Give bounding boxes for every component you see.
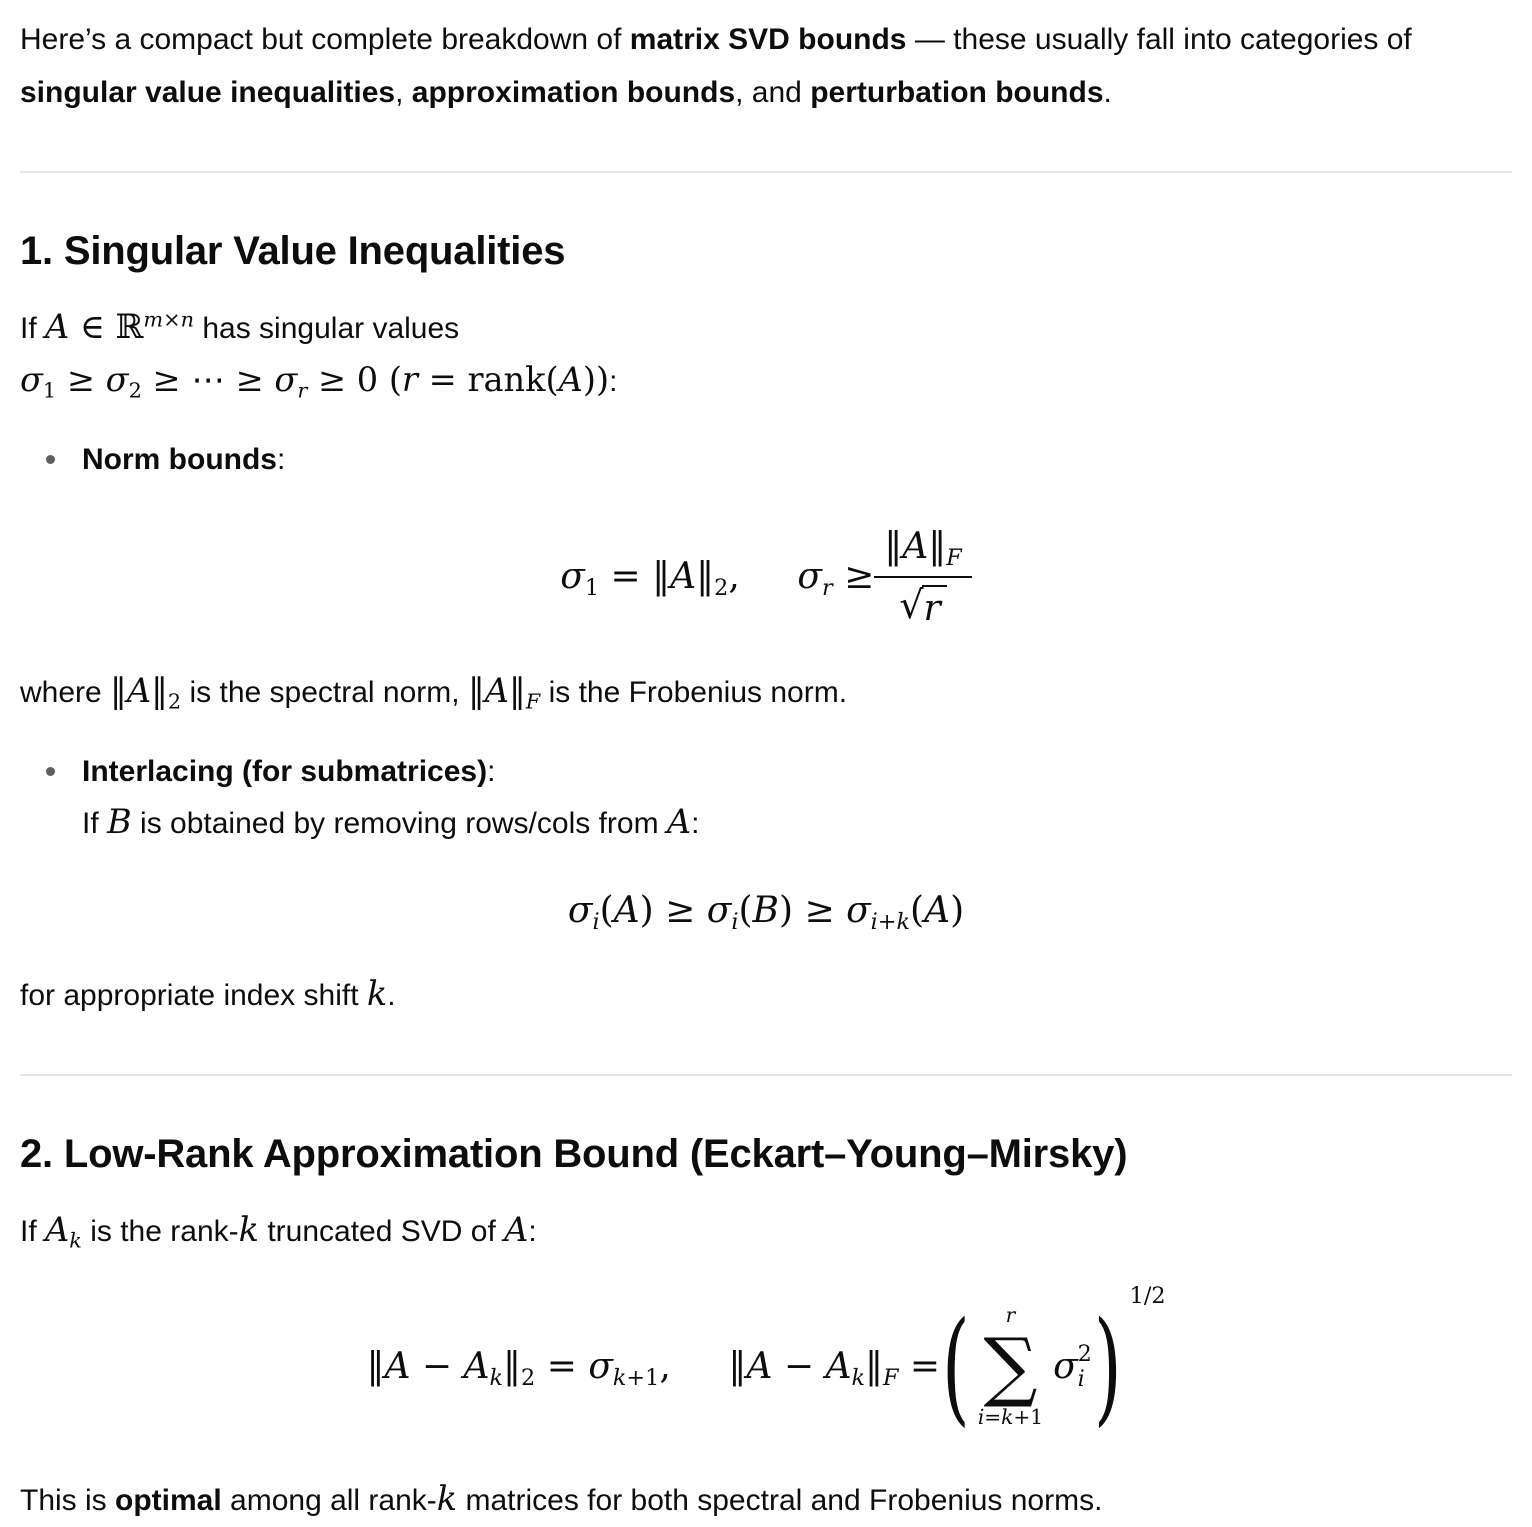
display-math-norm-bounds: $\sigma_1$ = $‖A‖_2$, $\sigma_r$ ≥ $‖A‖_F$ √ r — [20, 525, 1512, 630]
divider-2 — [20, 1074, 1512, 1076]
section-2-lead: If $A_k$ is the rank-k truncated SVD of A: — [20, 1210, 537, 1253]
list-item-norm-bounds-text: Norm bounds: — [82, 443, 286, 476]
index-shift-paragraph: for appropriate index shift k. — [20, 973, 396, 1013]
display-math-interlacing: $\sigma_i(A) \ge \sigma_i(B) \ge \sigma_{i+k}(A)$ — [567, 889, 965, 935]
section-1-heading: 1. Singular Value Inequalities — [20, 229, 566, 273]
section-2-heading: 2. Low-Rank Approximation Bound (Eckart–Young–Mirsky) — [20, 1132, 1128, 1177]
divider-1 — [20, 171, 1512, 173]
bullet-marker — [46, 767, 55, 776]
list-item-norm-bounds — [20, 434, 1512, 487]
list-item-interlacing — [20, 746, 1512, 851]
display-math-eckart-young-mirsky: ‖A − $A_k‖_2 = \sigma_{k+1}$, ‖A − $A_k‖_F$ = ( r ∑ i=k+1 σ 2 i ) 1/2 — [366, 1282, 1166, 1438]
list-item-interlacing-text: Interlacing (for submatrices): If B is obtained by removing rows/cols from A: — [82, 754, 700, 842]
bullet-marker — [46, 455, 55, 464]
bullet-list-1 — [20, 434, 1512, 487]
intro-paragraph: Here’s a compact but complete breakdown of matrix SVD bounds — these usually fall into categories of singular value inequalities, approximation bounds, and perturbation bounds. — [20, 23, 1412, 109]
norms-explanation-paragraph: where $‖A‖_2$ is the spectral norm, $‖A‖_F$ is the Frobenius norm. — [20, 671, 848, 714]
section-1-lead: If A ∈ ℝ$^{m\times n}$ has singular values $\sigma_1 \ge \sigma_2$ ≥ ⋯ ≥ $\sigma_r \ge 0$ (r = rank(A)): — [20, 307, 618, 403]
bullet-list-2 — [20, 746, 1512, 851]
closing-paragraph: This is optimal among all rank-k matrices for both spectral and Frobenius norms. — [20, 1478, 1103, 1518]
